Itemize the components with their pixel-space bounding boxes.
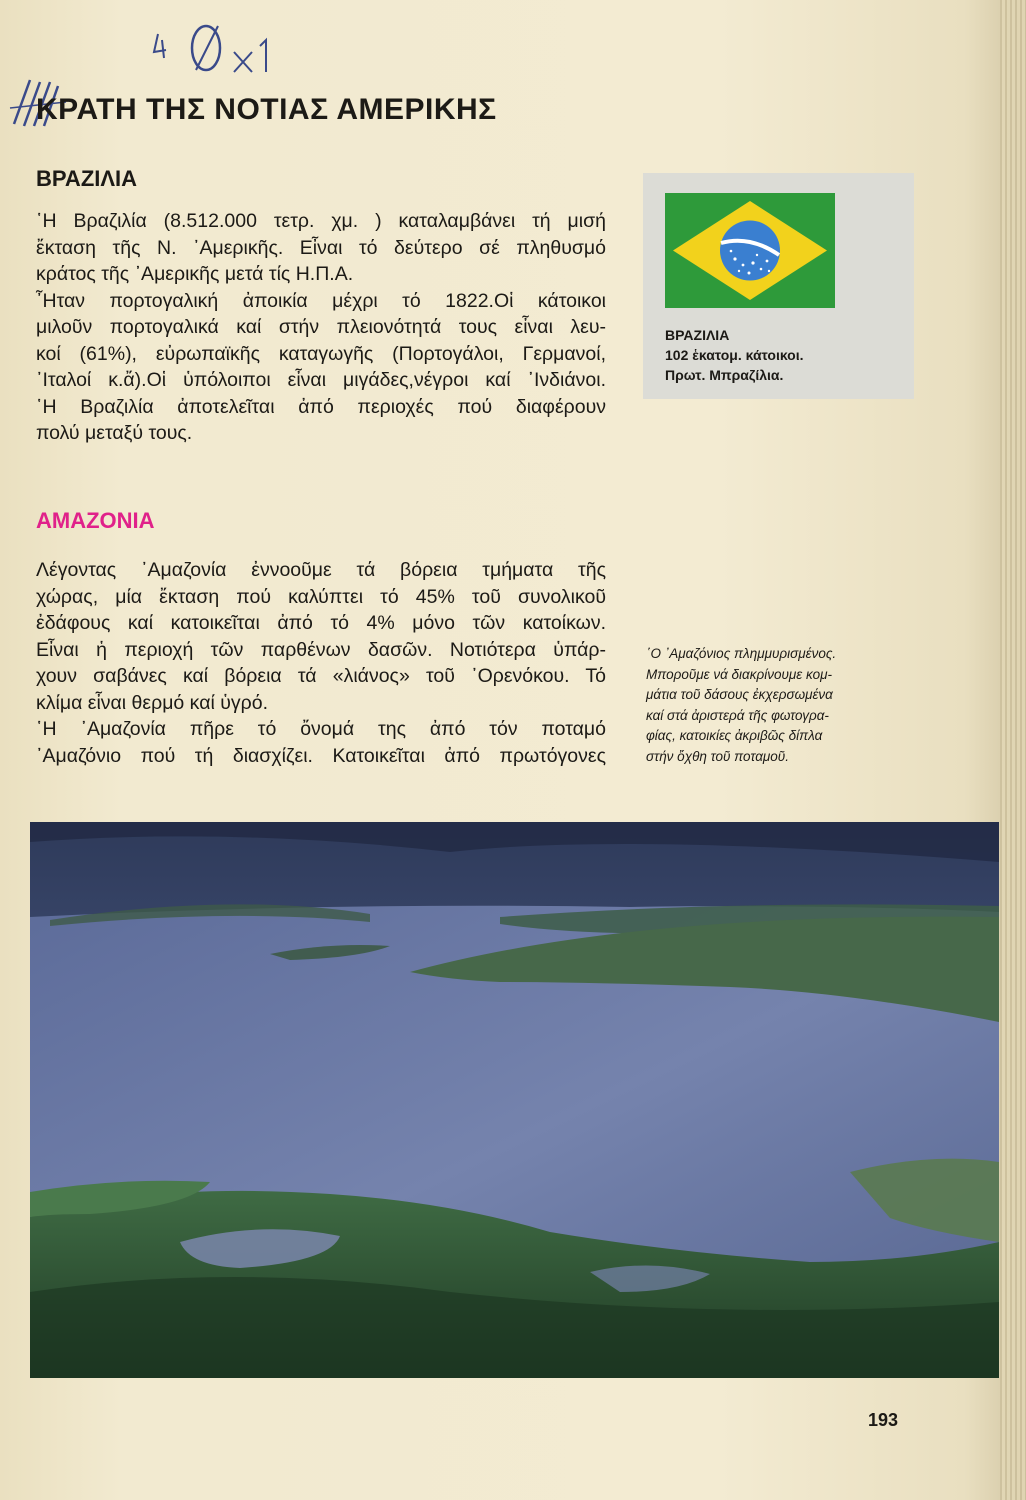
text-line: Εἶναι ἡ περιοχή τῶν παρθένων δασῶν. Νοτιότερα ὑπάρ- [36, 638, 606, 661]
text-line: πολύ μεταξύ τους. [36, 422, 193, 444]
caption-line: μάτια τοῦ δάσους ἐκχερσωμένα [646, 687, 833, 702]
brazil-paragraph [36, 208, 606, 447]
text-line: ῏Ηταν πορτογαλική ἀποικία μέχρι τό 1822.Οἱ κάτοικοι [36, 289, 606, 312]
amazonia-paragraph [36, 557, 606, 769]
caption-line: ῾Ο ᾽Αμαζόνιος πλημμυρισμένος. [646, 646, 837, 661]
text-line: ᾽Αμαζόνιο πού τή διασχίζει. Κατοικεῖται ἀπό πρωτόγονες [36, 744, 606, 767]
text-line: ἐδάφους καί κατοικεῖται ἀπό τό 4% μόνο τῶν κατοίκων. [36, 612, 606, 634]
section-heading-amazonia: ΑΜΑΖΟΝΙΑ [36, 508, 155, 533]
country-infobox [643, 173, 914, 399]
text-line: ῾Η Βραζιλία ἀποτελεῖται ἀπό περιοχές πού διαφέρουν [36, 395, 606, 418]
page-number: 193 [868, 1410, 899, 1430]
text-line: χώρας, μία ἔκταση πού καλύπτει τό 45% τοῦ συνολικοῦ [36, 585, 606, 608]
amazon-river-photo [30, 822, 999, 1378]
page-title: ΚΡΑΤΗ ΤΗΣ ΝΟΤΙΑΣ ΑΜΕΡΙΚΗΣ [36, 93, 497, 126]
caption-line: καί στά ἀριστερά τῆς φωτογρα- [646, 707, 829, 723]
caption-line: φίας, κατοικίες ἀκριβῶς δίπλα [646, 728, 823, 743]
section-heading-brazil: ΒΡΑΖΙΛΙΑ [36, 166, 138, 191]
text-line: ἔκταση τῆς Ν. ᾽Αμερικῆς. Εἶναι τό δεύτερο σέ πληθυσμό [36, 236, 606, 259]
text-line: ᾽Ιταλοί κ.ἄ).Οἱ ὑπόλοιποι εἶναι μιγάδες,νέγροι καί ᾽Ινδιάνοι. [36, 369, 606, 391]
brazil-flag-icon [665, 193, 835, 308]
infobox-text [665, 325, 804, 385]
infobox-population: 102 ἑκατομ. κάτοικοι. [665, 347, 804, 363]
caption-line: στήν ὄχθη τοῦ ποταμοῦ. [646, 748, 789, 764]
text-line: ῾Η ᾽Αμαζονία πῆρε τό ὄνομά της ἀπό τόν ποταμό [36, 718, 606, 740]
page-edge [1000, 0, 1026, 1500]
text-line: κράτος τῆς ᾽Αμερικῆς μετά τίς Η.Π.Α. [36, 263, 354, 285]
photo-caption [646, 644, 916, 767]
text-line: ῾Η Βραζιλία (8.512.000 τετρ. χμ. ) καταλαμβάνει τή μισή [36, 210, 606, 232]
infobox-capital: Πρωτ. Μπραζίλια. [665, 367, 784, 383]
text-line: κλίμα εἶναι θερμό καί ὑγρό. [36, 691, 268, 714]
infobox-country: ΒΡΑΖΙΛΙΑ [665, 327, 730, 343]
text-line: κοί (61%), εὐρωπαϊκῆς καταγωγῆς (Πορτογάλοι, Γερμανοί, [36, 342, 606, 365]
caption-line: Μποροῦμε νά διακρίνουμε κομ- [646, 666, 832, 682]
handwritten-annotation [148, 12, 288, 92]
text-line: μιλοῦν πορτογαλικά καί στήν πλειονότητά τους εἶναι λευ- [36, 316, 606, 338]
text-line: Λέγοντας ᾽Αμαζονία ἐννοοῦμε τά βόρεια τμήματα τῆς [36, 559, 606, 581]
text-line: χουν σαβάνες καί βόρεια τά «λιάνος» τοῦ ᾽Ορενόκου. Τό [36, 665, 606, 687]
